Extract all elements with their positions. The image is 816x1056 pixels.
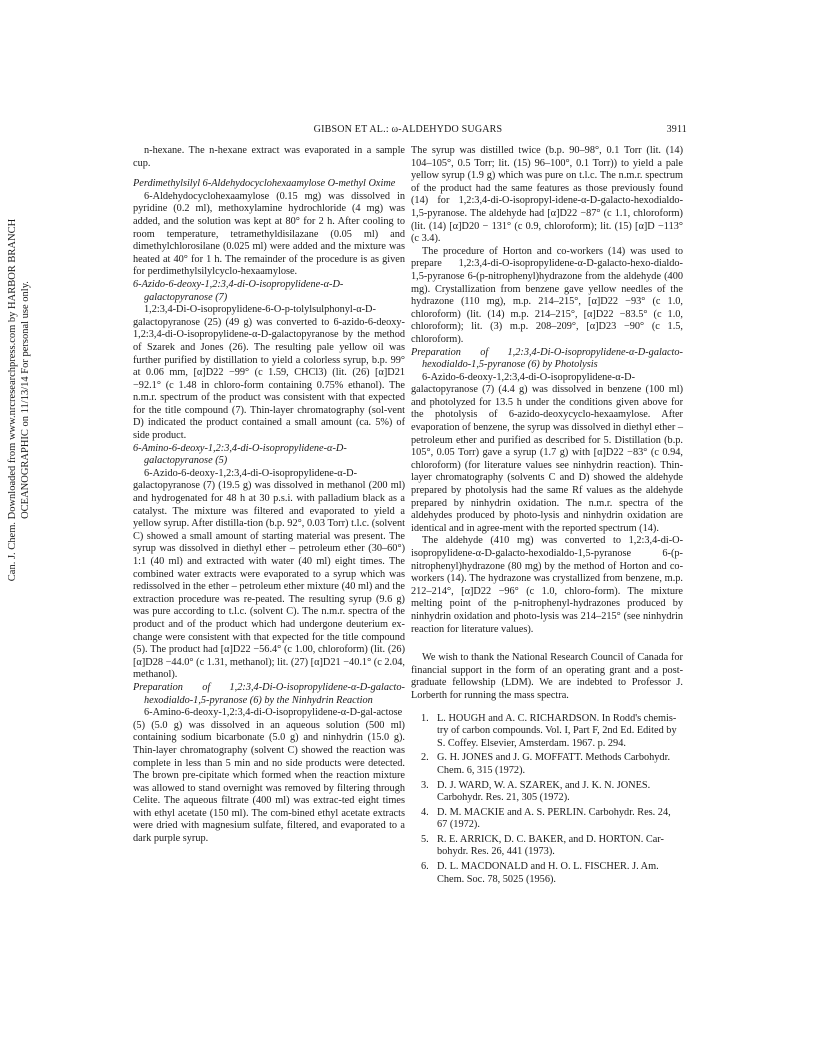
paragraph: 6-Aldehydocyclohexaamylose (0.15 mg) was dissolved in pyridine (0.2 ml), methoxylamine hydrochloride (4 mg) was added, and the solution was kept at 80° for 2 h. After cooling to room temperature, tetramethyldisilazane (0.05 ml) and dimethylchlorosilane (0.025 ml) were added and the mixture was heated at 40° for 1 h. The remainder of the procedure is as given for perdimethylsilylcyclo-hexaamylose. <box>133 190 405 278</box>
left-column <box>133 145 405 846</box>
paragraph: The syrup was distilled twice (b.p. 90–98°, 0.1 Torr (lit. (14) 104–105°, 0.5 Torr; lit. (15) 96–100°, 0.1 Torr)) to yield a pale yellow syrup (1.9 g) which was pure on t.l.c. The n.m.r. spectrum of the product had the same features as those previously found (14) for 1,2:3,4-di-O-isopropyl-idene-α-D-galacto-hexodialdo-1,5-pyranose. The aldehyde had [α]D22 −87° (c 1.1, chloroform) (lit. (14) [α]D20 − 131° (c 0.9, chloroform); lit. (15) [α]D −113° (c 3.4). <box>411 145 683 245</box>
reference-item: 1. L. HOUGH and A. C. RICHARDSON. In Rodd's chemis-try of carbon compounds. Vol. I, Part F, 2nd Ed. Edited by S. Coffey. Elsevier, Amsterdam. 1967. p. 294. <box>421 712 677 749</box>
paragraph: 1,2:3,4-Di-O-isopropylidene-6-O-p-tolylsulphonyl-α-D-galactopyranose (25) (49 g) was converted to 6-azido-6-deoxy-1,2:3,4-di-O-isopropylidene-α-D-galactopyranose by the method of Szarek and Jones (26). The resulting pale yellow oil was further purified by distillation to yield a colorless syrup, b.p. 99° at 0.06 mm, [α]D22 −99° (c 1.59, CHCl3) (lit. (26) [α]D21 −92.1° (c 1.48 in chloro-form containing 0.75% ethanol). The n.m.r. spectrum of the product was consistent with that expected for the title compound (7). Thin-layer chromatography (sol-vent D) indicated the product contained a small amount (ca. 5%) of side product. <box>133 304 405 442</box>
section-heading: 6-Azido-6-deoxy-1,2:3,4-di-O-isopropylidene-α-D-galactopyranose (7) <box>133 278 344 303</box>
download-watermark-text: Can. J. Chem. Downloaded from www.nrcresearchpress.com by HARBOR BRANCH OCEANOGRAPHIC on 11/13/14 For personal use only. <box>7 218 31 582</box>
reference-item: 5. R. E. ARRICK, D. C. BAKER, and D. HORTON. Car-bohydr. Res. 26, 441 (1973). <box>421 833 664 858</box>
reference-item: 3. D. J. WARD, W. A. SZAREK, and J. K. N. JONES. Carbohydr. Res. 21, 305 (1972). <box>421 779 651 804</box>
paragraph: The aldehyde (410 mg) was converted to 1,2:3,4-di-O-isopropylidene-α-D-galacto-hexodialdo-1,5-pyranose 6-(p-nitrophenyl)hydrazone (80 mg) by the method of Horton and co-workers (14). The hydrazone was crystallized from benzene, m.p. 212–214°, [α]D22 −96° (c 1.0, chloro-form). The mixture melting point of the p-nitrophenyl-hydrazones produced by ninhydrin oxidation and photo-lysis was 214–215° (see ninhydrin reaction for literature values). <box>411 535 683 635</box>
section-heading: 6-Amino-6-deoxy-1,2:3,4-di-O-isopropylidene-α-D-galactopyranose (5) <box>133 442 347 467</box>
section-heading: Preparation of 1,2:3,4-Di-O-isopropylidene-α-D-galacto-hexodialdo-1,5-pyranose (6) by Photolysis <box>411 346 683 371</box>
paragraph: n-hexane. The n-hexane extract was evaporated in a sample cup. <box>133 145 405 169</box>
right-column <box>411 145 683 888</box>
reference-item: 6. D. L. MACDONALD and H. O. L. FISCHER. J. Am. Chem. Soc. 78, 5025 (1956). <box>421 861 659 885</box>
acknowledgement: We wish to thank the National Research Council of Canada for financial support in the form of an operating grant and a post-graduate fellowship (LDM). We are indebted to Professor J. Lorberth for running the mass spectra. <box>411 652 683 701</box>
running-title: GIBSON ET AL.: ω-ALDEHYDO SUGARS <box>313 124 503 135</box>
paragraph: 6-Azido-6-deoxy-1,2:3,4-di-O-isopropylidene-α-D-galactopyranose (7) (4.4 g) was dissolved in benzene (100 ml) and photolyzed for 13.5 h under the conditions given above for the photolysis of 6-azido-deoxycyclo-hexaamylose. After evaporation of benzene, the syrup was dissolved in diethyl ether – petroleum ether and purified as described for 5. Distillation (b.p. 105°, 0.05 Torr) gave a syrup (1.7 g) with [α]D22 −83° (c 0.94, chloroform) (for literature values see ninhydrin reaction). Thin-layer chromatography (solvents C and D) showed the aldehyde prepared by photolysis had the same Rf values as the aldehyde prepared by ninhydrin oxidation. The n.m.r. spectra of the aldehydes produced by photo-lysis and ninhydrin oxidation are identical and in agree-ment with the reported spectrum (14). <box>411 371 683 534</box>
section-heading: Perdimethylsilyl 6-Aldehydocyclohexaamylose O-methyl Oxime <box>133 178 396 190</box>
reference-list <box>411 713 683 887</box>
paragraph: The procedure of Horton and co-workers (14) was used to prepare 1,2:3,4-di-O-isopropylidene-α-D-galacto-hexo-dialdo-1,5-pyranose 6-(p-nitrophenyl)hydrazone from the aldehyde (400 mg). Crystallization from benzene gave yellow needles of the hydrazone (110 mg), m.p. 214–215°, [α]D22 −93° (c 1.0, chloroform) (lit. (14) m.p. 214–215°, [α]D22 −83.5° (c 1.0, chloroform); lit. (3) m.p. 208–209°, [α]D23 −90° (c 1.5, chloroform). <box>411 245 683 345</box>
paragraph: 6-Azido-6-deoxy-1,2:3,4-di-O-isopropylidene-α-D-galactopyranose (7) (19.5 g) was dissolved in methanol (200 ml) and hydrogenated for 48 h at 30 p.s.i. with palladium black as a catalyst. The mixture was filtered and evaporated to yield a yellow syrup. After distilla-tion (b.p. 92°, 0.03 Torr) t.l.c. (solvent C) showed a small amount of starting material was present. The syrup was dissolved in diethyl ether – petroleum ether (30–60°) 1:1 (40 ml) and extracted with water (40 ml) eight times. The combined water extracts were evaporated to a syrup which was redissolved in the ether – petroleum ether mixture (40 ml) and the extraction procedure was re-peated. The resulting syrup (9.6 g) was pure according to t.l.c. (solvent C). The n.m.r. spectra of the product and of the product which had undergone deuterium ex-change were consistent with that expected for the title compound (5). The product had [α]D22 −56.4° (c 1.00, chloroform) (lit. (26) [α]D28 −44.0° (c 1.31, methanol); lit. (27) [α]D21 −40.1° (c 2.04, methanol). <box>133 467 405 681</box>
reference-item: 2. G. H. JONES and J. G. MOFFATT. Methods Carbohydr. Chem. 6, 315 (1972). <box>421 752 671 776</box>
page-number: 3911 <box>666 124 687 135</box>
section-heading: Preparation of 1,2:3,4-Di-O-isopropylidene-α-D-galacto-hexodialdo-1,5-pyranose (6) by the Ninhydrin Reaction <box>133 681 405 706</box>
paragraph: 6-Amino-6-deoxy-1,2:3,4-di-O-isopropylidene-α-D-gal-actose (5) (5.0 g) was dissolved in an aqueous solution (500 ml) containing sodium bicarbonate (5.0 g) and ninhydrin (15.0 g). Thin-layer chromatography (solvent C) showed the reaction was complete in less than 5 min and no side products were detected. The brown pre-cipitate which formed when the reaction mixture was allowed to stand overnight was removed by filtering through Celite. The aqueous filtrate (400 ml) was extrac-ted eight times with ethyl acetate (150 ml). The com-bined ethyl acetate extracts were dried with magnesium sulfate, filtered, and evaporated to a dark purple syrup. <box>133 707 405 845</box>
running-header <box>133 124 687 138</box>
download-watermark <box>6 180 42 620</box>
reference-item: 4. D. M. MACKIE and A. S. PERLIN. Carbohydr. Res. 24, 67 (1972). <box>421 806 671 831</box>
